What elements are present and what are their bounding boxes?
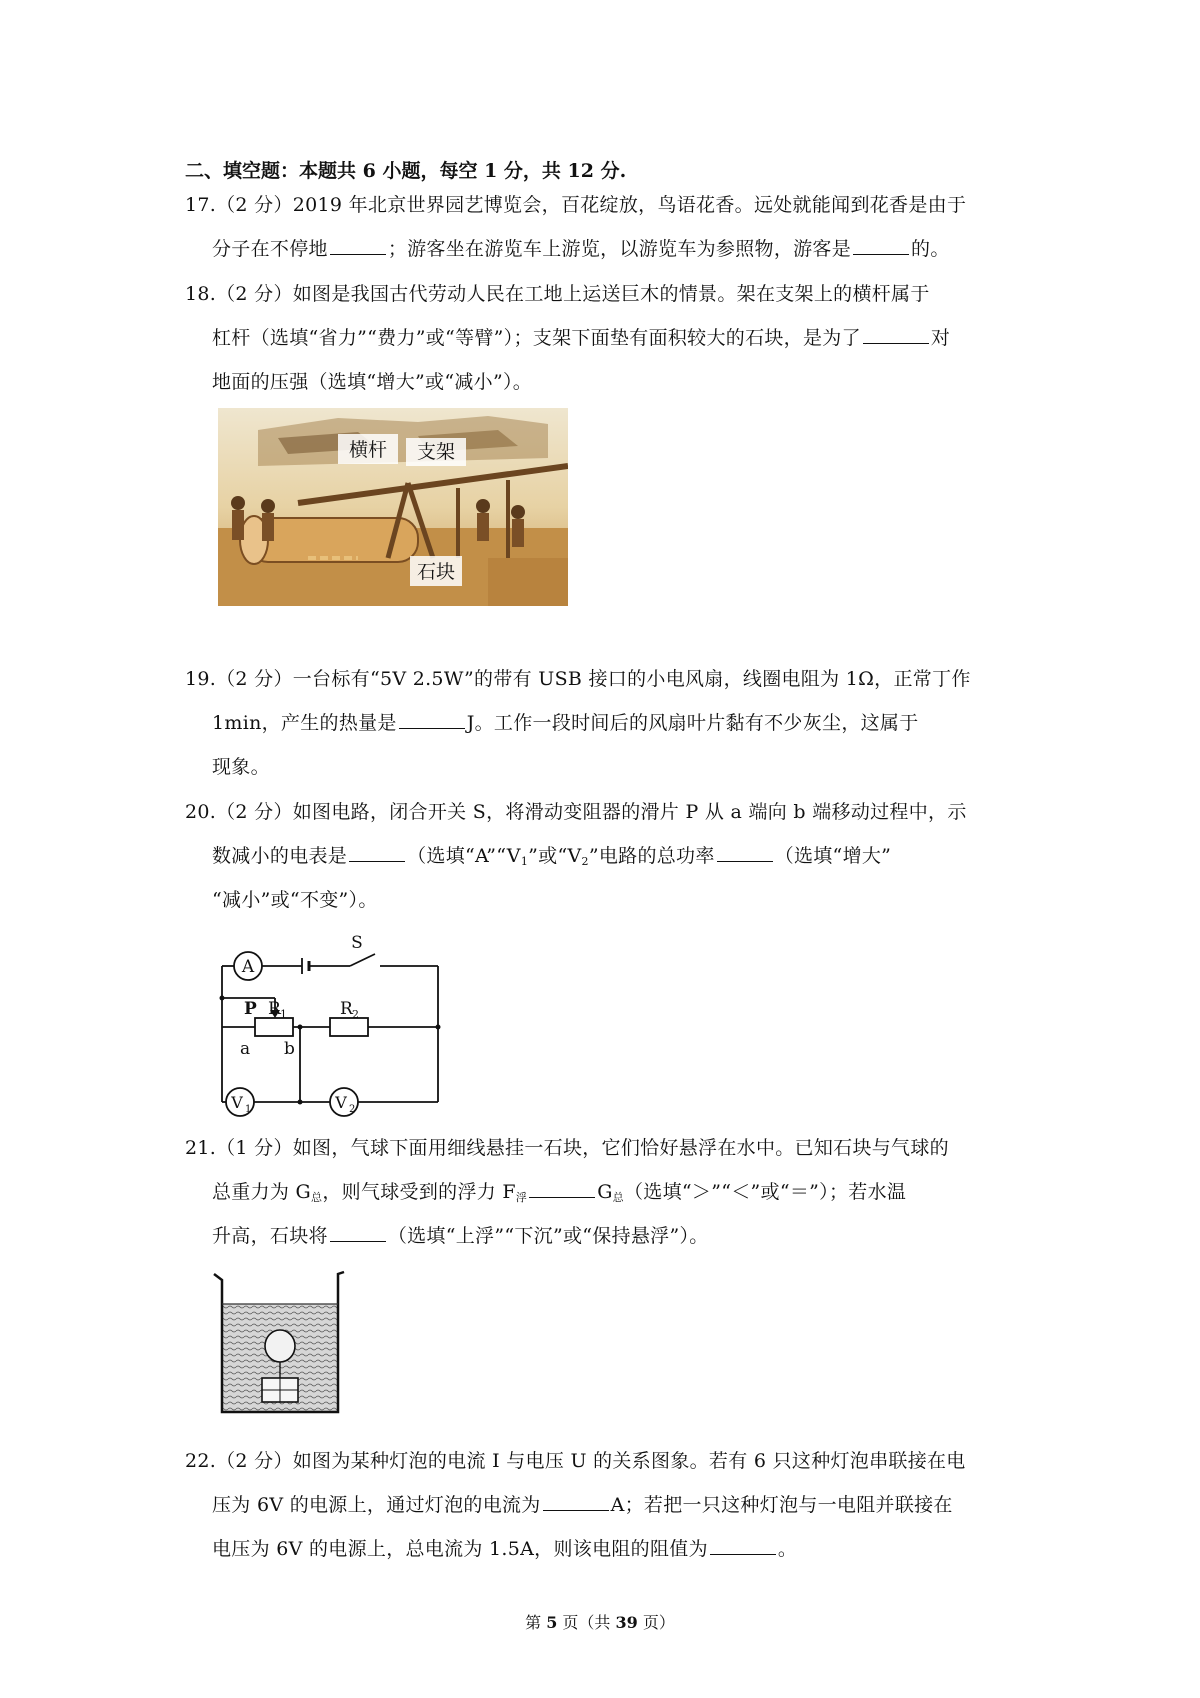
q20-blank-2: [717, 843, 773, 862]
label-lever: 横杆: [348, 439, 388, 461]
q22-line2: [212, 1490, 953, 1517]
q19-text-b: J。工作一段时间后的风扇叶片黏有不少灰尘，这属于: [466, 712, 919, 734]
q20-line3: “减小”或“不变”）。: [212, 889, 378, 911]
q19-line2: [212, 708, 919, 735]
q20-text-c: ”或“V: [528, 845, 582, 867]
footer-page-number: 5: [546, 1613, 558, 1632]
q17-text-c: 的。: [911, 238, 950, 260]
q21-text-b: ，则气球受到的浮力 F: [322, 1181, 516, 1203]
q20-text-b: （选填“A”“V: [407, 845, 521, 867]
q22-blank-2: [710, 1536, 776, 1555]
v1-label: V: [231, 1093, 243, 1112]
q17-line2: [212, 234, 950, 261]
q22-text-a: 压为 6V 的电源上，通过灯泡的电流为: [212, 1494, 541, 1516]
q18-line2: [212, 323, 950, 350]
q20-sub-2: 2: [581, 855, 589, 868]
v1-sub: 1: [245, 1104, 252, 1115]
q21-sub-3: 总: [612, 1191, 624, 1204]
q17-text-b: ；游客坐在游览车上游览，以游览车为参照物，游客是: [387, 238, 852, 260]
q21-sub-1: 总: [311, 1191, 323, 1204]
q21-sub-2: 浮: [515, 1191, 528, 1204]
q21-text-f: （选填“上浮”“下沉”或“保持悬浮”）。: [387, 1225, 709, 1247]
q22-text-c: 电压为 6V 的电源上，总电流为 1.5A，则该电阻的阻值为: [212, 1538, 708, 1560]
balloon-icon: [265, 1330, 295, 1362]
circuit-diagram: [210, 930, 450, 1124]
q22-blank-1: [543, 1492, 609, 1511]
r1-label: R: [268, 999, 281, 1019]
r2-sub: 2: [352, 1008, 359, 1021]
q21-text-e: 升高，石块将: [212, 1225, 328, 1247]
q17-text-a: 分子在不停地: [212, 238, 328, 260]
q22-text-d: 。: [777, 1538, 798, 1560]
q19-text-a: 1min，产生的热量是: [212, 712, 397, 734]
q20-blank-1: [349, 843, 405, 862]
q18-line1: 18.（2 分）如图是我国古代劳动人民在工地上运送巨木的情景。架在支架上的横杆属于: [185, 283, 930, 305]
q22-line3: [212, 1534, 797, 1561]
q18-blank-1: [863, 325, 929, 344]
end-a-label: a: [240, 1039, 251, 1059]
q20-text-e: （选填“增大”: [774, 845, 892, 867]
ancient-lever-illustration: [218, 408, 568, 610]
q20-text-a: 数减小的电表是: [212, 845, 348, 867]
q19-line3: 现象。: [212, 756, 270, 778]
q17-blank-1: [330, 236, 386, 255]
q21-text-d: （选填“＞”“＜”或“＝”）；若水温: [623, 1181, 907, 1203]
q20-text-d: ”电路的总功率: [588, 845, 715, 867]
q22-line1: 22.（2 分）如图为某种灯泡的电流 I 与电压 U 的关系图象。若有 6 只这种灯泡串联接在电: [185, 1450, 966, 1472]
q21-text-a: 总重力为 G: [212, 1181, 312, 1203]
q19-blank-1: [399, 710, 465, 729]
ammeter-label: A: [241, 957, 255, 977]
q20-line2: [212, 841, 891, 868]
switch-label: S: [351, 933, 363, 953]
q18-line3: 地面的压强（选填“增大”或“减小”）。: [212, 371, 533, 393]
footer-pre: 第: [525, 1613, 547, 1632]
q18-text-a: 杠杆（选填“省力”“费力”或“等臂”）；支架下面垫有面积较大的石块，是为了: [212, 327, 861, 349]
v2-sub: 2: [349, 1104, 356, 1115]
slider-label: P: [244, 999, 257, 1019]
q21-line1: 21.（1 分）如图，气球下面用细线悬挂一石块，它们恰好悬浮在水中。已知石块与气球的: [185, 1137, 949, 1159]
q21-line2: [212, 1177, 906, 1205]
end-b-label: b: [284, 1039, 295, 1059]
q18-text-b: 对: [930, 327, 951, 349]
section-title: 二、填空题：本题共 6 小题，每空 1 分，共 12 分.: [185, 160, 627, 182]
q22-text-b: A；若把一只这种灯泡与一电阻并联接在: [610, 1494, 953, 1516]
label-stone: 石块: [416, 561, 456, 583]
q20-line1: 20.（2 分）如图电路，闭合开关 S，将滑动变阻器的滑片 P 从 a 端向 b 端移动过程中，示: [185, 801, 967, 823]
q21-line3: [212, 1221, 709, 1248]
footer-total-pages: 39: [615, 1613, 638, 1632]
label-frame: 支架: [416, 441, 456, 463]
q19-line1: 19.（2 分）一台标有“5V 2.5W”的带有 USB 接口的小电风扇，线圈电阻为 1Ω，正常丁作: [185, 668, 971, 690]
q17-line1: 17.（2 分）2019 年北京世界园艺博览会，百花绽放，鸟语花香。远处就能闻到花香是由于: [185, 194, 967, 216]
r1-sub: 1: [280, 1008, 287, 1021]
q21-text-c: G: [597, 1181, 613, 1203]
v2-label: V: [335, 1093, 347, 1112]
page-footer: [0, 1610, 1200, 1633]
footer-mid: 页（共: [557, 1613, 616, 1632]
r2-label: R: [340, 999, 353, 1019]
q17-blank-2: [853, 236, 909, 255]
q21-blank-1: [529, 1179, 595, 1198]
q21-blank-2: [330, 1223, 386, 1242]
q20-sub-1: 1: [520, 855, 529, 868]
footer-post: 页）: [637, 1613, 675, 1632]
beaker-balloon-diagram: [212, 1268, 348, 1422]
